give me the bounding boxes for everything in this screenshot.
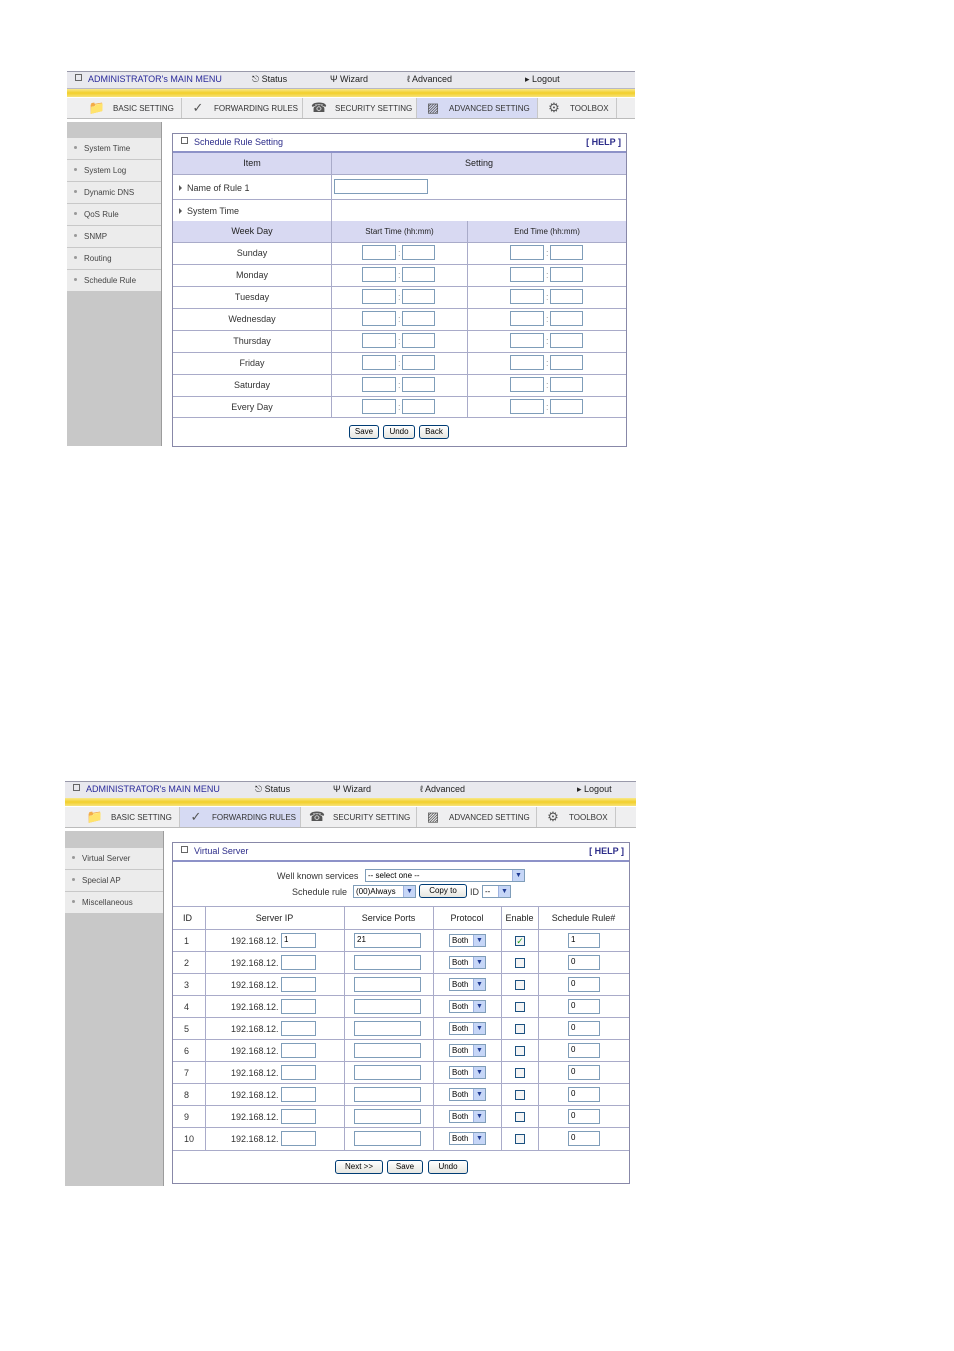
header-item: Item bbox=[173, 153, 331, 174]
time-separator: : bbox=[398, 314, 401, 324]
tab-toolbox-label: TOOLBOX bbox=[570, 104, 609, 113]
chevron-down-icon: ▼ bbox=[473, 1133, 485, 1144]
tab-forwarding-label: FORWARDING RULES bbox=[212, 813, 297, 822]
chevron-down-icon: ▼ bbox=[473, 935, 485, 946]
forward-icon: ✓ bbox=[192, 100, 204, 115]
divider bbox=[173, 1105, 629, 1106]
ip-prefix: 192.168.12. bbox=[231, 1068, 279, 1078]
chevron-down-icon: ▼ bbox=[512, 870, 524, 881]
sidebar-item-label: System Time bbox=[84, 144, 131, 153]
header-end-time: End Time (hh:mm) bbox=[468, 221, 626, 242]
enable-checkbox[interactable] bbox=[515, 1090, 525, 1100]
menu-wizard-label: Wizard bbox=[343, 784, 372, 794]
select-value: Both bbox=[452, 1046, 469, 1055]
protocol-select[interactable] bbox=[449, 1132, 486, 1145]
select-value: Both bbox=[452, 1068, 469, 1077]
enable-checkbox[interactable] bbox=[515, 1002, 525, 1012]
arrow-right-icon: ▸ bbox=[525, 74, 530, 84]
service-ports-input[interactable]: 21 bbox=[354, 933, 421, 948]
sidebar-item-label: QoS Rule bbox=[84, 210, 119, 219]
row-id: 2 bbox=[184, 958, 190, 968]
security-icon: ☎ bbox=[310, 100, 328, 115]
bullet-icon bbox=[72, 900, 75, 903]
save-button[interactable]: Save bbox=[349, 425, 379, 439]
enable-checkbox[interactable] bbox=[515, 958, 525, 968]
time-separator: : bbox=[546, 336, 549, 346]
status-icon: ⎋ bbox=[252, 74, 260, 84]
wizard-icon: Ψ bbox=[330, 74, 338, 84]
row-id: 3 bbox=[184, 980, 190, 990]
service-ports-input[interactable] bbox=[354, 977, 421, 992]
toolbox-icon: ⚙ bbox=[548, 100, 560, 115]
time-separator: : bbox=[546, 314, 549, 324]
help-link[interactable]: [ HELP ] bbox=[589, 846, 624, 856]
protocol-select[interactable] bbox=[449, 1044, 486, 1057]
time-separator: : bbox=[546, 292, 549, 302]
toolbox-icon: ⚙ bbox=[547, 809, 559, 824]
menu-wizard-label: Wizard bbox=[340, 74, 369, 84]
header-start-time: Start Time (hh:mm) bbox=[332, 221, 467, 242]
time-separator: : bbox=[546, 270, 549, 280]
service-ports-input[interactable] bbox=[354, 1131, 421, 1146]
day-label: Monday bbox=[235, 270, 269, 280]
enable-checkbox[interactable] bbox=[515, 1112, 525, 1122]
admin-main-menu-label: ADMINISTRATOR's MAIN MENU bbox=[88, 74, 222, 84]
menu-status-label: Status bbox=[261, 74, 288, 84]
ip-prefix: 192.168.12. bbox=[231, 1046, 279, 1056]
time-separator: : bbox=[398, 292, 401, 302]
table-row bbox=[173, 930, 629, 952]
ip-prefix: 192.168.12. bbox=[231, 1002, 279, 1012]
day-label: Tuesday bbox=[234, 292, 270, 302]
divider bbox=[173, 1061, 629, 1062]
tab-forwarding-label: FORWARDING RULES bbox=[214, 104, 299, 113]
tab-basic-setting[interactable] bbox=[79, 807, 180, 827]
ip-prefix: 192.168.12. bbox=[231, 936, 279, 946]
sidebar-item-label: Dynamic DNS bbox=[84, 188, 135, 197]
tab-basic-label: BASIC SETTING bbox=[111, 813, 172, 822]
tab-advanced-label: ADVANCED SETTING bbox=[449, 813, 530, 822]
next-button[interactable]: Next >> bbox=[335, 1160, 383, 1174]
protocol-select[interactable] bbox=[449, 1022, 486, 1035]
enable-checkbox[interactable] bbox=[515, 1068, 525, 1078]
menu-logout-label: Logout bbox=[532, 74, 560, 84]
tab-basic-label: BASIC SETTING bbox=[113, 104, 174, 113]
tab-forwarding-rules[interactable] bbox=[180, 807, 301, 827]
tab-toolbox-label: TOOLBOX bbox=[569, 813, 608, 822]
schedule-rule-input[interactable]: 0 bbox=[568, 1087, 600, 1102]
row-id: 5 bbox=[184, 1024, 190, 1034]
ip-prefix: 192.168.12. bbox=[231, 1024, 279, 1034]
help-link[interactable]: [ HELP ] bbox=[586, 137, 621, 147]
table-row bbox=[173, 1062, 629, 1084]
schedule-rule-input[interactable]: 0 bbox=[568, 1109, 600, 1124]
day-label: Every Day bbox=[231, 402, 273, 412]
schedule-rule-input[interactable]: 0 bbox=[568, 1043, 600, 1058]
tab-security-setting[interactable] bbox=[301, 807, 417, 827]
schedule-rule-input[interactable]: 0 bbox=[568, 1131, 600, 1146]
schedule-rule-input[interactable]: 0 bbox=[568, 1021, 600, 1036]
menu-logout-label: Logout bbox=[584, 784, 612, 794]
chevron-down-icon: ▼ bbox=[473, 1089, 485, 1100]
server-ip-input[interactable]: 1 bbox=[281, 933, 316, 948]
admin-main-menu-label: ADMINISTRATOR's MAIN MENU bbox=[86, 784, 220, 794]
service-ports-input[interactable] bbox=[354, 1109, 421, 1124]
protocol-select[interactable] bbox=[449, 1066, 486, 1079]
sidebar-item-label: Routing bbox=[84, 254, 112, 263]
select-value: Both bbox=[452, 1090, 469, 1099]
forward-icon: ✓ bbox=[190, 809, 202, 824]
select-value: -- bbox=[485, 887, 491, 896]
sidebar-item-label: Virtual Server bbox=[82, 854, 131, 863]
protocol-select[interactable] bbox=[449, 1088, 486, 1101]
column-header: Protocol bbox=[450, 913, 484, 923]
panel-title-text: Schedule Rule Setting bbox=[194, 137, 284, 147]
chevron-down-icon: ▼ bbox=[473, 1067, 485, 1078]
select-value: Both bbox=[452, 1024, 469, 1033]
protocol-select[interactable] bbox=[449, 934, 486, 947]
ip-prefix: 192.168.12. bbox=[231, 1134, 279, 1144]
table-row bbox=[173, 1084, 629, 1106]
divider bbox=[173, 1039, 629, 1040]
column-header: Server IP bbox=[255, 913, 294, 923]
tab-bar bbox=[65, 807, 636, 828]
enable-checkbox[interactable]: ✓ bbox=[516, 936, 524, 946]
select-value: (00)Always bbox=[356, 887, 396, 896]
select-value: Both bbox=[452, 980, 469, 989]
column-header: Service Ports bbox=[361, 913, 416, 923]
system-time-text: System Time bbox=[187, 206, 240, 216]
select-value: Both bbox=[452, 936, 469, 945]
wizard-icon: Ψ bbox=[333, 784, 341, 794]
select-value: Both bbox=[452, 1134, 469, 1143]
service-ports-input[interactable] bbox=[354, 1043, 421, 1058]
header-week-day: Week Day bbox=[173, 221, 331, 242]
schedule-rule-input[interactable]: 1 bbox=[568, 933, 600, 948]
table-row bbox=[173, 952, 629, 974]
back-button[interactable]: Back bbox=[419, 425, 449, 439]
sidebar-item-miscellaneous[interactable] bbox=[65, 892, 163, 914]
panel-title-text: Virtual Server bbox=[194, 846, 249, 856]
menu-advanced-label: Advanced bbox=[411, 74, 452, 84]
divider bbox=[173, 951, 629, 952]
chevron-down-icon: ▼ bbox=[473, 1023, 485, 1034]
tab-security-label: SECURITY SETTING bbox=[333, 813, 411, 822]
folder-icon: 📁 bbox=[88, 100, 106, 115]
time-separator: : bbox=[546, 248, 549, 258]
enable-checkbox[interactable] bbox=[515, 1134, 525, 1144]
bullet-icon bbox=[72, 878, 75, 881]
menu-advanced-label: Advanced bbox=[424, 784, 465, 794]
advanced-icon: ℓ bbox=[407, 74, 410, 84]
time-separator: : bbox=[546, 380, 549, 390]
select-value: Both bbox=[452, 958, 469, 967]
server-ip-input[interactable] bbox=[281, 1131, 316, 1146]
copy-id-select[interactable] bbox=[482, 885, 511, 898]
undo-button[interactable]: Undo bbox=[428, 1160, 468, 1174]
divider bbox=[173, 973, 629, 974]
header-setting: Setting bbox=[332, 153, 626, 174]
table-row bbox=[173, 1128, 629, 1150]
table-row bbox=[173, 1040, 629, 1062]
chevron-down-icon: ▼ bbox=[473, 1001, 485, 1012]
enable-checkbox[interactable] bbox=[515, 1046, 525, 1056]
time-separator: : bbox=[398, 380, 401, 390]
day-label: Saturday bbox=[233, 380, 271, 390]
sidebar-item-special-ap[interactable] bbox=[65, 870, 163, 892]
table-row bbox=[173, 974, 629, 996]
row-id: 10 bbox=[184, 1134, 195, 1144]
time-separator: : bbox=[398, 358, 401, 368]
sidebar-item-label: Schedule Rule bbox=[84, 276, 137, 285]
save-button[interactable]: Save bbox=[387, 1160, 423, 1174]
service-ports-input[interactable] bbox=[354, 999, 421, 1014]
divider bbox=[173, 1017, 629, 1018]
protocol-select[interactable] bbox=[449, 1000, 486, 1013]
column-header: Enable bbox=[505, 913, 534, 923]
sidebar bbox=[65, 831, 164, 1186]
menu-advanced[interactable] bbox=[420, 784, 465, 794]
chevron-down-icon: ▼ bbox=[473, 957, 485, 968]
tab-advanced-label: ADVANCED SETTING bbox=[449, 104, 530, 113]
divider bbox=[173, 1127, 629, 1128]
server-ip-input[interactable] bbox=[281, 1109, 316, 1124]
divider bbox=[173, 1083, 629, 1084]
ip-prefix: 192.168.12. bbox=[231, 980, 279, 990]
sidebar-item-label: Miscellaneous bbox=[82, 898, 133, 907]
server-ip-input[interactable] bbox=[281, 999, 316, 1014]
arrow-right-icon: ▸ bbox=[577, 784, 582, 794]
yellow-divider bbox=[65, 798, 636, 806]
square-icon bbox=[73, 784, 80, 791]
advanced-tab-icon: ▨ bbox=[426, 809, 440, 824]
protocol-select[interactable] bbox=[449, 956, 486, 969]
schedule-rule-select[interactable] bbox=[353, 885, 416, 898]
panel-title bbox=[181, 846, 248, 856]
bullet-icon bbox=[72, 856, 75, 859]
well-known-services-select[interactable] bbox=[365, 869, 525, 882]
protocol-select[interactable] bbox=[449, 1110, 486, 1123]
ip-prefix: 192.168.12. bbox=[231, 958, 279, 968]
square-icon bbox=[181, 846, 188, 853]
time-separator: : bbox=[398, 402, 401, 412]
well-known-services-label: Well known services bbox=[277, 871, 359, 881]
copy-to-button[interactable]: Copy to bbox=[419, 884, 467, 898]
sidebar-item-label: System Log bbox=[84, 166, 127, 175]
column-header: Schedule Rule# bbox=[551, 913, 616, 923]
menu-status-label: Status bbox=[264, 784, 291, 794]
protocol-select[interactable] bbox=[449, 978, 486, 991]
schedule-rule-label: Schedule rule bbox=[292, 887, 348, 897]
server-ip-input[interactable] bbox=[281, 1021, 316, 1036]
security-icon: ☎ bbox=[308, 809, 326, 824]
folder-icon: 📁 bbox=[86, 809, 104, 824]
row-id: 7 bbox=[184, 1068, 190, 1078]
row-id: 1 bbox=[184, 936, 190, 946]
time-separator: : bbox=[398, 248, 401, 258]
menu-logout[interactable] bbox=[577, 784, 612, 795]
panel-title-bar bbox=[173, 843, 629, 862]
undo-button[interactable]: Undo bbox=[383, 425, 415, 439]
status-icon: ⎋ bbox=[255, 784, 263, 794]
server-ip-input[interactable] bbox=[281, 955, 316, 970]
tab-security-label: SECURITY SETTING bbox=[335, 104, 413, 113]
sidebar-item-label: Special AP bbox=[82, 876, 121, 885]
server-ip-input[interactable] bbox=[281, 977, 316, 992]
schedule-rule-input[interactable]: 0 bbox=[568, 955, 600, 970]
divider bbox=[173, 995, 629, 996]
service-ports-input[interactable] bbox=[354, 1021, 421, 1036]
sidebar-item-label: SNMP bbox=[84, 232, 108, 241]
row-id: 6 bbox=[184, 1046, 190, 1056]
day-label: Thursday bbox=[233, 336, 271, 346]
time-separator: : bbox=[546, 402, 549, 412]
table-row bbox=[173, 1106, 629, 1128]
column-header: ID bbox=[183, 913, 192, 923]
advanced-tab-icon: ▨ bbox=[426, 100, 440, 115]
row-id: 9 bbox=[184, 1112, 190, 1122]
select-value: -- select one -- bbox=[368, 871, 420, 880]
menu-wizard[interactable] bbox=[333, 784, 371, 794]
schedule-rule-input[interactable]: 0 bbox=[568, 1065, 600, 1080]
time-separator: : bbox=[398, 270, 401, 280]
schedule-rule-input[interactable]: 0 bbox=[568, 999, 600, 1014]
id-label: ID bbox=[470, 887, 479, 897]
sidebar-item-virtual-server[interactable] bbox=[65, 848, 163, 870]
table-row bbox=[173, 1018, 629, 1040]
admin-main-menu[interactable] bbox=[73, 784, 220, 794]
menu-status[interactable] bbox=[255, 784, 290, 795]
select-value: Both bbox=[452, 1002, 469, 1011]
divider bbox=[173, 1150, 629, 1151]
time-separator: : bbox=[546, 358, 549, 368]
chevron-down-icon: ▼ bbox=[403, 886, 415, 897]
day-label: Wednesday bbox=[228, 314, 276, 324]
schedule-rule-input[interactable]: 0 bbox=[568, 977, 600, 992]
enable-checkbox[interactable] bbox=[515, 980, 525, 990]
chevron-down-icon: ▼ bbox=[473, 1111, 485, 1122]
row-id: 4 bbox=[184, 1002, 190, 1012]
virtual-server-panel bbox=[172, 842, 630, 1184]
select-value: Both bbox=[452, 1112, 469, 1121]
server-ip-input[interactable] bbox=[281, 1087, 316, 1102]
time-separator: : bbox=[398, 336, 401, 346]
day-label: Friday bbox=[239, 358, 265, 368]
chevron-down-icon: ▼ bbox=[498, 886, 510, 897]
row-id: 8 bbox=[184, 1090, 190, 1100]
enable-checkbox[interactable] bbox=[515, 1024, 525, 1034]
ip-prefix: 192.168.12. bbox=[231, 1090, 279, 1100]
service-ports-input[interactable] bbox=[354, 1087, 421, 1102]
main-menu-bar bbox=[65, 781, 636, 799]
table-row bbox=[173, 996, 629, 1018]
name-of-rule-text: Name of Rule 1 bbox=[187, 183, 250, 193]
advanced-icon: ℓ bbox=[420, 784, 423, 794]
chevron-down-icon: ▼ bbox=[473, 1045, 485, 1056]
chevron-down-icon: ▼ bbox=[473, 979, 485, 990]
service-ports-input[interactable] bbox=[354, 1065, 421, 1080]
day-label: Sunday bbox=[236, 248, 268, 258]
service-ports-input[interactable] bbox=[354, 955, 421, 970]
tab-advanced-setting[interactable] bbox=[417, 807, 537, 827]
ip-prefix: 192.168.12. bbox=[231, 1112, 279, 1122]
server-ip-input[interactable] bbox=[281, 1065, 316, 1080]
server-ip-input[interactable] bbox=[281, 1043, 316, 1058]
tab-toolbox[interactable] bbox=[537, 807, 616, 827]
